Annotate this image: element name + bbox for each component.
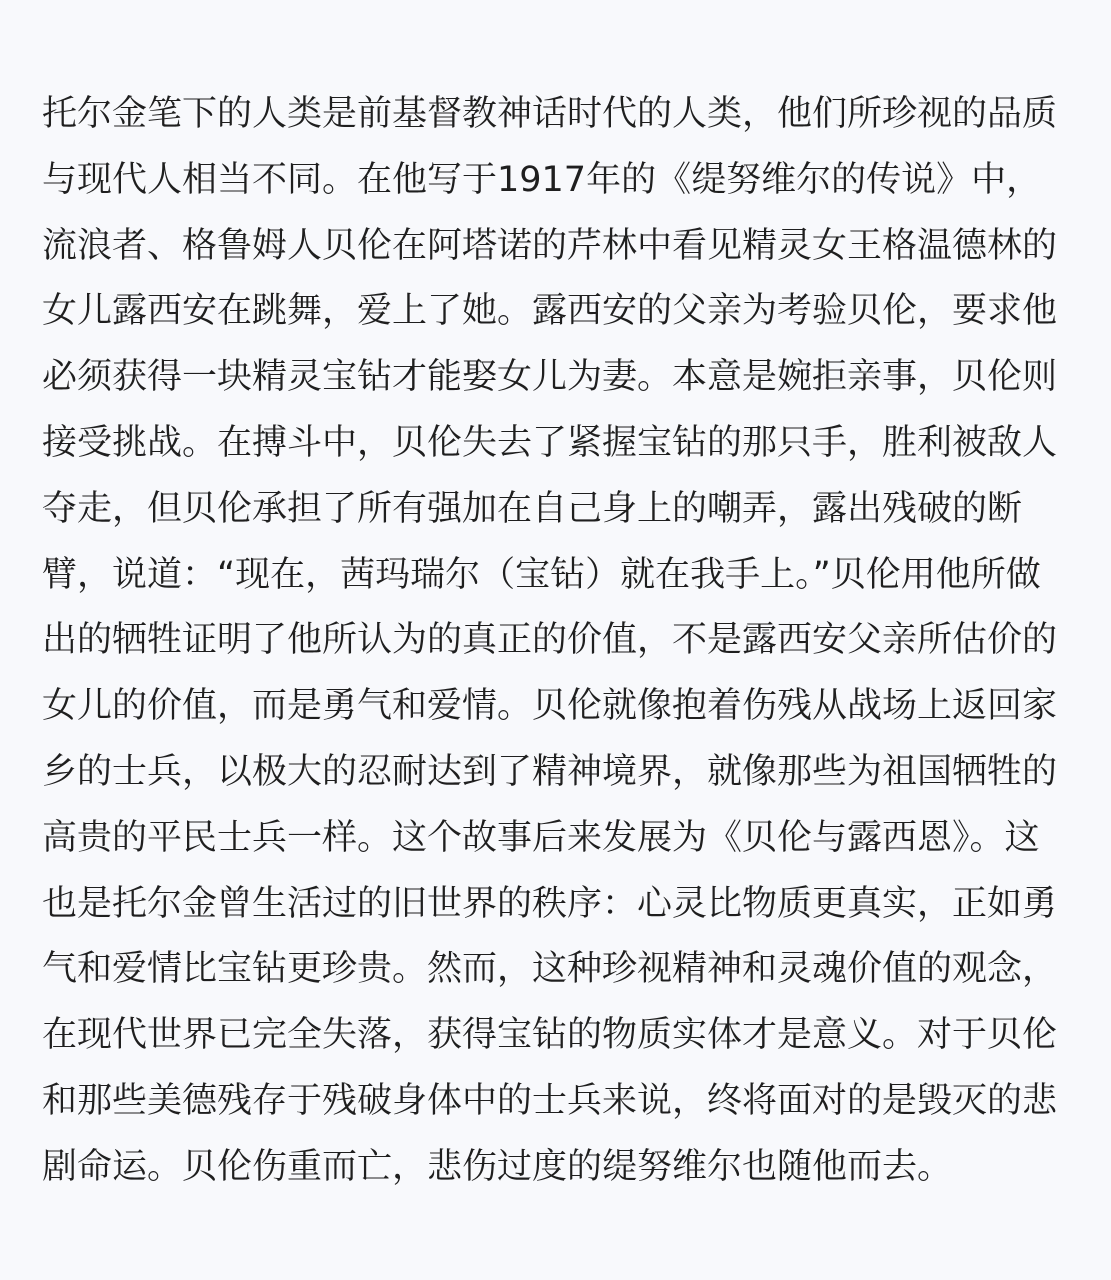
text-line-11: 乡的士兵，以极大的忍耐达到了精神境界，就像那些为祖国牺牲的 <box>42 751 1058 792</box>
text-line-8: 臂，说道：“现在，茜玛瑞尔（宝钻）就在我手上。”贝伦用他所做 <box>42 554 1041 595</box>
article-body <box>42 82 1072 1201</box>
text-line-7: 夺走，但贝伦承担了所有强加在自己身上的嘲弄，露出残破的断 <box>42 488 1023 529</box>
text-line-1: 托尔金笔下的人类是前基督教神话时代的人类，他们所珍视的品质 <box>42 94 1058 134</box>
text-line-10: 女儿的价值，而是勇气和爱情。贝伦就像抱着伤残从战场上返回家 <box>42 686 1058 727</box>
text-line-4: 女儿露西安在跳舞，爱上了她。露西安的父亲为考验贝伦，要求他 <box>42 291 1058 332</box>
text-line-14: 气和爱情比宝钻更珍贵。然而，这种珍视精神和灵魂价值的观念， <box>42 949 1058 990</box>
text-line-12: 高贵的平民士兵一样。这个故事后来发展为《贝伦与露西恩》。这 <box>42 817 1040 858</box>
text-line-6: 接受挑战。在搏斗中，贝伦失去了紧握宝钻的那只手，胜利被敌人 <box>42 422 1058 463</box>
text-line-5: 必须获得一块精灵宝钻才能娶女儿为妻。本意是婉拒亲事，贝伦则 <box>42 357 1058 398</box>
text-line-2: 与现代人相当不同。在他写于1917年的《缇努维尔的传说》中， <box>42 159 1042 200</box>
text-line-3: 流浪者、格鲁姆人贝伦在阿塔诺的芹林中看见精灵女王格温德林的 <box>42 225 1058 266</box>
text-line-17: 剧命运。贝伦伤重而亡，悲伤过度的缇努维尔也随他而去。 <box>42 1146 953 1187</box>
text-line-15: 在现代世界已完全失落，获得宝钻的物质实体才是意义。对于贝伦 <box>42 1015 1058 1056</box>
text-line-13: 也是托尔金曾生活过的旧世界的秩序：心灵比物质更真实，正如勇 <box>42 883 1058 924</box>
text-line-9: 出的牺牲证明了他所认为的真正的价值，不是露西安父亲所估价的 <box>42 620 1058 661</box>
text-line-16: 和那些美德残存于残破身体中的士兵来说，终将面对的是毁灭的悲 <box>42 1080 1058 1121</box>
